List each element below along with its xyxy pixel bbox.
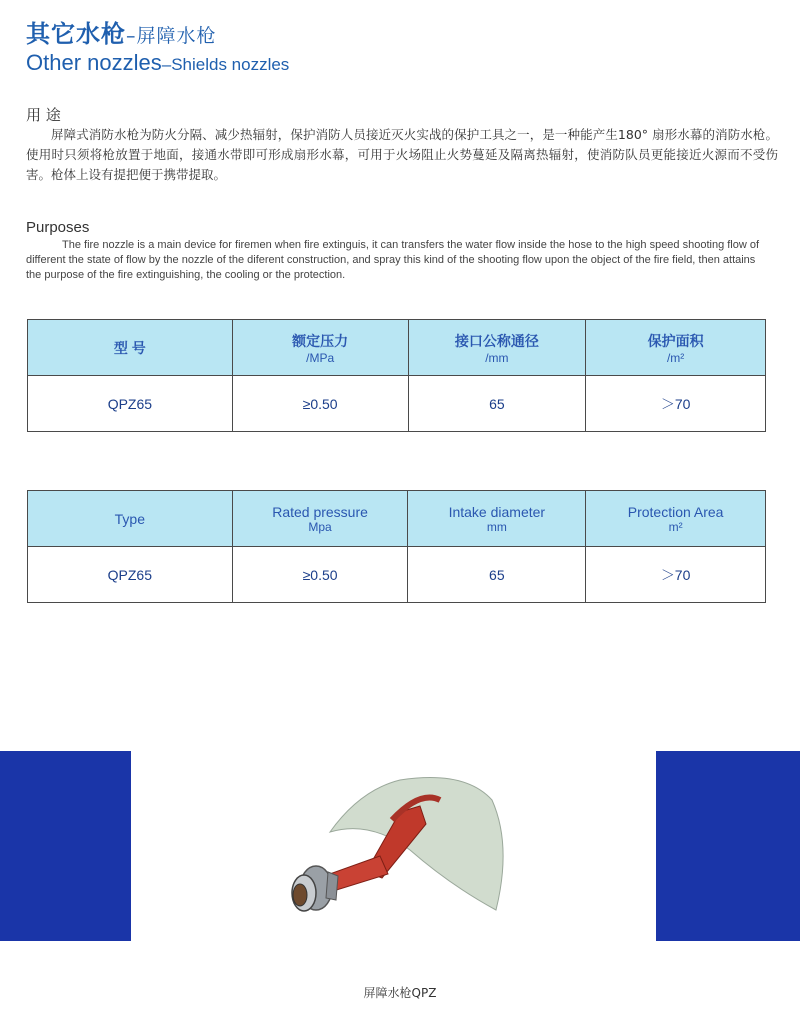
table-header-row [28, 320, 766, 376]
cell-pressure: ≥0.50 [232, 547, 408, 603]
page-title-cn [26, 14, 217, 49]
shield-nozzle-image [250, 760, 510, 930]
cell-area: ＞70 [586, 376, 766, 432]
header-cell-pressure [232, 491, 408, 547]
usage-paragraph-en: The fire nozzle is a main device for firemen when fire extinguis, it can transfers the water flow inside the hose to the high speed shooting flow of different the state of flow by the nozzle of the diferent construction, and spray this kind of the shooting flow upon the object of the fire field, then attains the purpose of the fire extinguishing, the cooling or the protection. [26, 239, 760, 281]
header-unit: /mm [485, 350, 509, 365]
table-header-row [28, 491, 766, 547]
header-cell-model [28, 320, 233, 376]
page-title-en [26, 50, 289, 76]
decorative-blue-block-right [656, 751, 800, 941]
title-cn-sub: –屏障水枪 [126, 25, 217, 47]
header-cell-diameter [408, 491, 586, 547]
title-cn-main: 其它水枪 [26, 20, 126, 48]
header-unit: /m² [666, 350, 685, 365]
header-label: 额定压力 [292, 332, 349, 349]
usage-heading-en: Purposes [26, 219, 90, 236]
usage-heading-cn: 用 途 [26, 106, 61, 124]
title-en-sub: –Shields nozzles [161, 55, 290, 74]
header-label: Type [114, 510, 146, 527]
title-en-main: Other nozzles [26, 50, 162, 75]
header-label: 接口公称通径 [454, 332, 539, 349]
header-label: Rated pressure [272, 503, 368, 520]
cell-area: ＞70 [586, 547, 766, 603]
product-caption: 屏障水枪QPZ [363, 986, 437, 1000]
cell-type: QPZ65 [28, 547, 233, 603]
nozzle-coupling-lug [326, 872, 338, 900]
header-cell-type [28, 491, 233, 547]
cell-pressure: ≥0.50 [232, 376, 408, 432]
usage-paragraph-cn: 屏障式消防水枪为防火分隔、减少热辐射，保护消防人员接近灭火实战的保护工具之一，是一种能产生180° 扇形水幕的消防水枪。使用时只须将枪放置于地面，接通水带即可形成扇形水幕，可用于火场阻止火势蔓延及隔离热辐射，使消防队员更能接近火源而不受伤害。枪体上设有提把便于携带提取。 [26, 127, 778, 182]
header-cell-area [586, 320, 766, 376]
header-label: Intake diameter [448, 503, 546, 520]
nozzle-coupling-bore [293, 884, 307, 906]
header-unit: /MPa [306, 350, 335, 365]
cell-diameter: 65 [408, 547, 586, 603]
cell-model: QPZ65 [28, 376, 233, 432]
spec-table-cn [27, 319, 766, 432]
header-label: 保护面积 [647, 332, 704, 349]
header-label: Protection Area [627, 503, 724, 520]
table-row [28, 547, 766, 603]
header-cell-area [586, 491, 766, 547]
cell-diameter: 65 [408, 376, 586, 432]
header-cell-diameter [408, 320, 586, 376]
header-label: 型 号 [113, 339, 146, 356]
decorative-blue-block-left [0, 751, 131, 941]
header-unit: Mpa [308, 519, 332, 534]
spec-table-en [27, 490, 766, 603]
table-row [28, 376, 766, 432]
header-unit: mm [486, 519, 507, 534]
header-cell-pressure [232, 320, 408, 376]
header-unit: m² [668, 519, 683, 534]
